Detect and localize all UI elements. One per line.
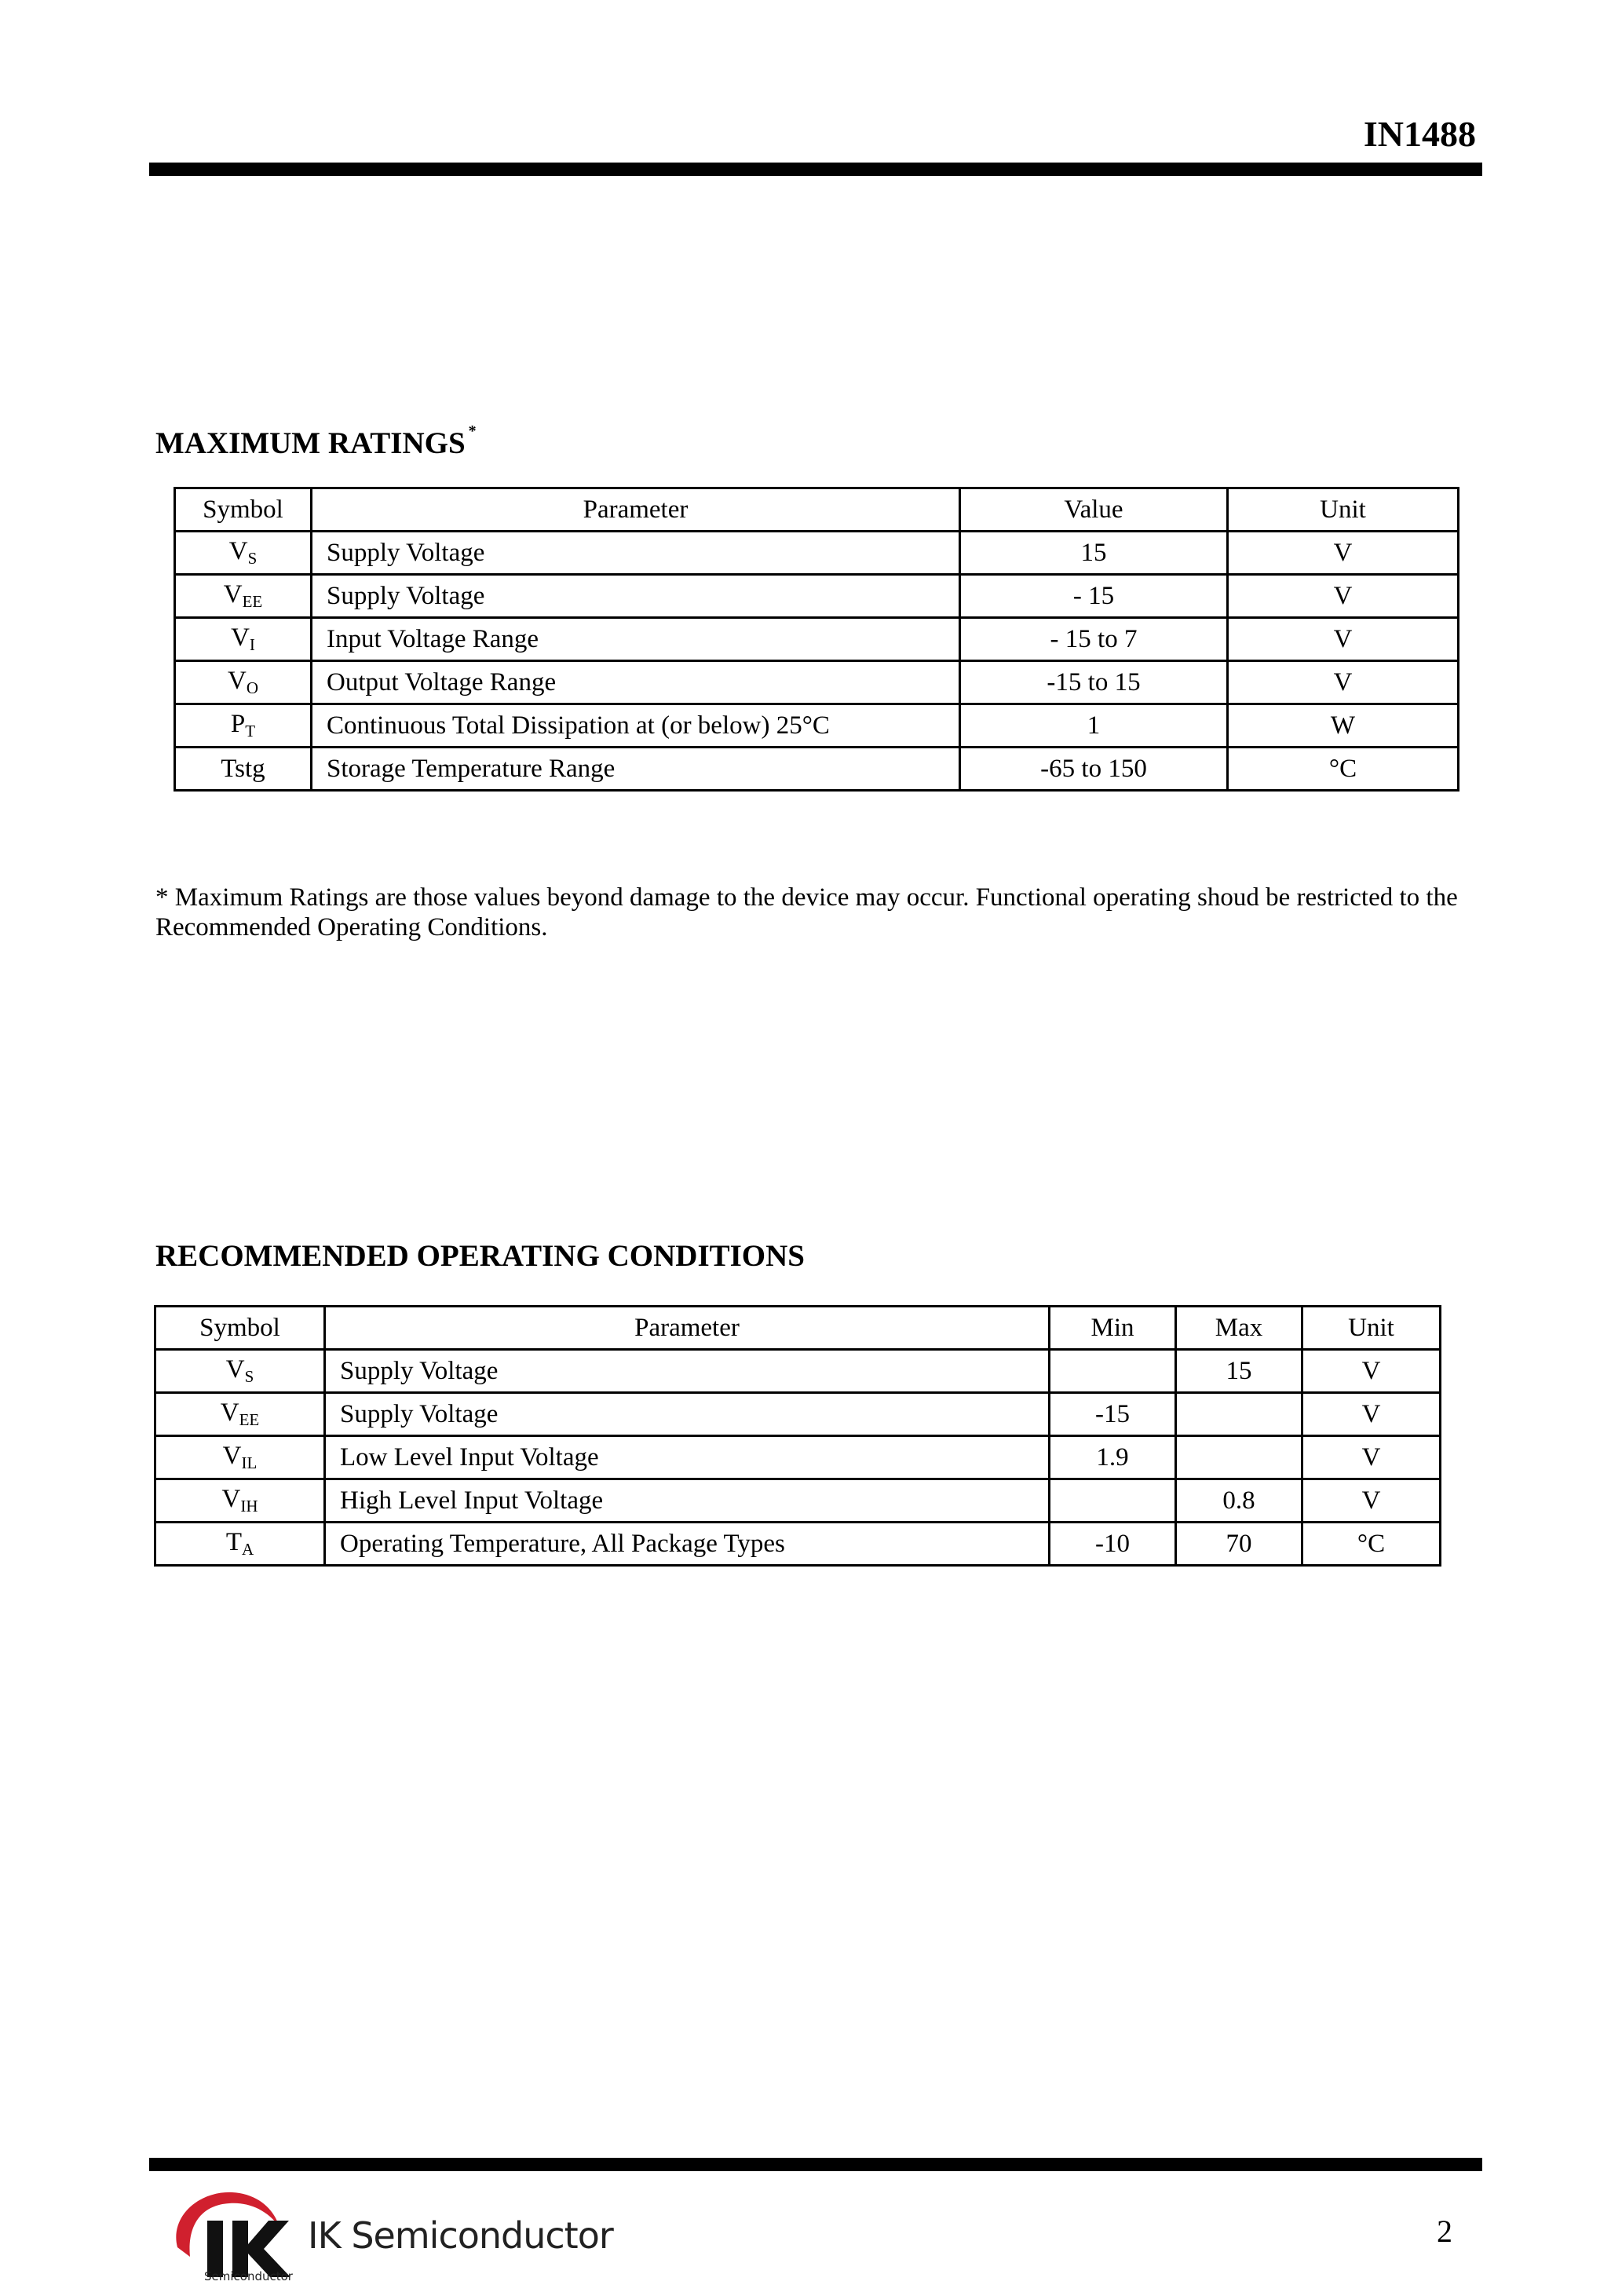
col-header: Value <box>960 488 1228 532</box>
logo-subtext: Semiconductor <box>204 2269 293 2283</box>
parameter-cell: Input Voltage Range <box>312 618 960 661</box>
parameter-cell: Supply Voltage <box>325 1393 1050 1436</box>
min-cell: 1.9 <box>1050 1436 1176 1479</box>
symbol-cell: $V_{EE}$ <box>155 1393 325 1436</box>
parameter-cell: Supply Voltage <box>325 1350 1050 1393</box>
table-row <box>155 1350 1441 1393</box>
unit-cell: V <box>1302 1393 1441 1436</box>
footer-rule <box>149 2158 1482 2171</box>
col-header: Parameter <box>312 488 960 532</box>
unit-cell: °C <box>1228 748 1459 791</box>
unit-cell: V <box>1302 1479 1441 1523</box>
max-ratings-footnote: * Maximum Ratings are those values beyond damage to the device may occur. Functional operating shoud be restricted to the Recommended Operating Conditions. <box>155 883 1458 941</box>
max-cell <box>1176 1393 1302 1436</box>
table-row <box>175 575 1459 618</box>
table-row <box>155 1436 1441 1479</box>
unit-cell: V <box>1302 1350 1441 1393</box>
col-header: Symbol <box>175 488 312 532</box>
part-number: IN1488 <box>1363 114 1476 154</box>
symbol-cell: $V_{EE}$ <box>175 575 312 618</box>
unit-cell: V <box>1228 661 1459 704</box>
table-row <box>175 618 1459 661</box>
rec-conditions-table <box>154 1305 1441 1567</box>
table-header-row <box>175 488 1459 532</box>
table-row <box>155 1479 1441 1523</box>
parameter-cell: Continuous Total Dissipation at (or below) 25°C <box>312 704 960 748</box>
symbol-cell: Tstg <box>175 748 312 791</box>
col-header: Unit <box>1302 1307 1441 1350</box>
table-row <box>175 748 1459 791</box>
parameter-cell: Output Voltage Range <box>312 661 960 704</box>
parameter-cell: Low Level Input Voltage <box>325 1436 1050 1479</box>
min-cell: -10 <box>1050 1523 1176 1566</box>
table-row <box>155 1523 1441 1566</box>
col-header: Parameter <box>325 1307 1050 1350</box>
value-cell: 15 <box>960 532 1228 575</box>
header-rule <box>149 163 1482 176</box>
value-cell: -65 to 150 <box>960 748 1228 791</box>
rec-conditions-title: RECOMMENDED OPERATING CONDITIONS <box>155 1239 805 1273</box>
col-header: Min <box>1050 1307 1176 1350</box>
symbol-cell: $P_T$ <box>175 704 312 748</box>
symbol-cell: $V_I$ <box>175 618 312 661</box>
symbol-cell: $V_O$ <box>175 661 312 704</box>
max-cell: 0.8 <box>1176 1479 1302 1523</box>
parameter-cell: Storage Temperature Range <box>312 748 960 791</box>
min-cell: -15 <box>1050 1393 1176 1436</box>
max-ratings-title-mark: * <box>468 422 477 440</box>
max-cell <box>1176 1436 1302 1479</box>
table-row <box>175 532 1459 575</box>
unit-cell: W <box>1228 704 1459 748</box>
symbol-cell: $V_S$ <box>155 1350 325 1393</box>
table-row <box>155 1393 1441 1436</box>
unit-cell: V <box>1228 575 1459 618</box>
table-row <box>175 661 1459 704</box>
symbol-cell: $T_A$ <box>155 1523 325 1566</box>
value-cell: - 15 <box>960 575 1228 618</box>
unit-cell: V <box>1228 532 1459 575</box>
symbol-cell: $V_{IL}$ <box>155 1436 325 1479</box>
value-cell: 1 <box>960 704 1228 748</box>
col-header: Unit <box>1228 488 1459 532</box>
max-ratings-title-text: MAXIMUM RATINGS <box>155 426 466 460</box>
unit-cell: °C <box>1302 1523 1441 1566</box>
value-cell: -15 to 15 <box>960 661 1228 704</box>
min-cell <box>1050 1350 1176 1393</box>
symbol-cell: $V_{IH}$ <box>155 1479 325 1523</box>
parameter-cell: Supply Voltage <box>312 532 960 575</box>
value-cell: - 15 to 7 <box>960 618 1228 661</box>
page-number: 2 <box>1437 2214 1452 2249</box>
col-header: Symbol <box>155 1307 325 1350</box>
parameter-cell: Operating Temperature, All Package Types <box>325 1523 1050 1566</box>
table-header-row <box>155 1307 1441 1350</box>
symbol-cell: $V_S$ <box>175 532 312 575</box>
parameter-cell: Supply Voltage <box>312 575 960 618</box>
max-cell: 15 <box>1176 1350 1302 1393</box>
parameter-cell: High Level Input Voltage <box>325 1479 1050 1523</box>
min-cell <box>1050 1479 1176 1523</box>
table-row <box>175 704 1459 748</box>
max-ratings-title <box>155 422 477 460</box>
unit-cell: V <box>1302 1436 1441 1479</box>
col-header: Max <box>1176 1307 1302 1350</box>
unit-cell: V <box>1228 618 1459 661</box>
max-cell: 70 <box>1176 1523 1302 1566</box>
company-name: IK Semiconductor <box>308 2214 613 2257</box>
max-ratings-table <box>174 487 1459 792</box>
